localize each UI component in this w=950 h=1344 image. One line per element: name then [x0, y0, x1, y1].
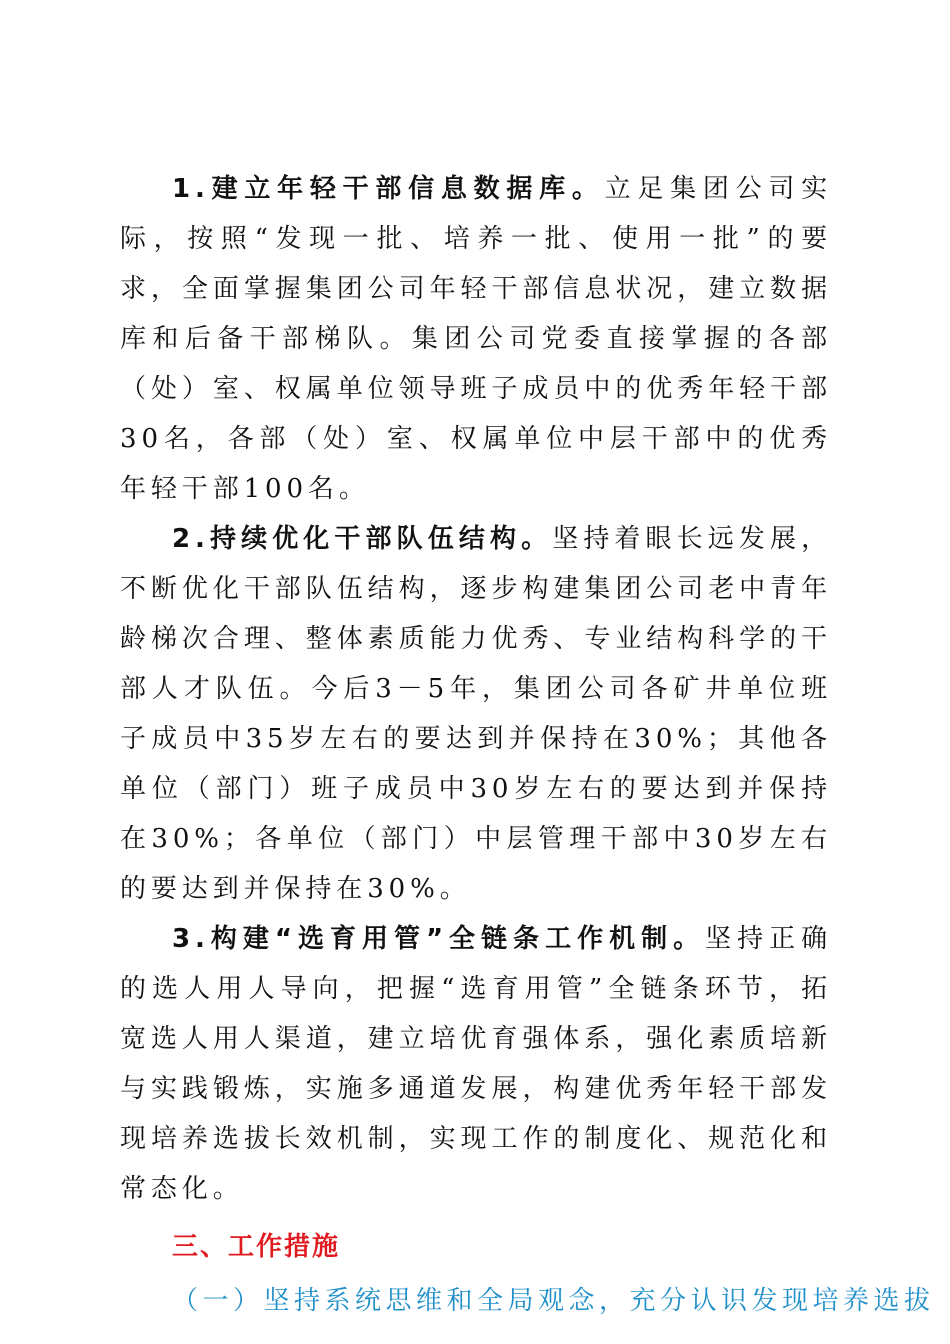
paragraph-2: [120, 514, 832, 914]
section-heading: 三、工作措施: [172, 1232, 341, 1262]
paragraph-3: [120, 914, 832, 1214]
paragraph-3-body: 坚持正确的选人用人导向，把握“选育用管”全链条环节，拓宽选人用人渠道，建立培优育强体系，强化素质培新与实践锻炼，实施多通道发展，构建优秀年轻干部发现培养选拔长效机制，实现工作的制度化、规范化和常态化。: [120, 924, 832, 1204]
paragraph-1: [120, 164, 832, 514]
paragraph-3-lead: 3.构建“选育用管”全链条工作机制。: [172, 924, 706, 954]
paragraph-2-body: 坚持着眼长远发展，不断优化干部队伍结构，逐步构建集团公司老中青年龄梯次合理、整体素质能力优秀、专业结构科学的干部人才队伍。今后3－5年，集团公司各矿井单位班子成员中35岁左右的要达到并保持在30%；其他各单位（部门）班子成员中30岁左右的要达到并保持在30%；各单位（部门）中层管理干部中30岁左右的要达到并保持在30%。: [120, 524, 832, 904]
sub-heading: （一）坚持系统思维和全局观念，充分认识发现培养选拔: [172, 1286, 935, 1316]
paragraph-1-lead: 1.建立年轻干部信息数据库。: [172, 174, 605, 204]
paragraph-2-lead: 2.持续优化干部队伍结构。: [172, 524, 553, 554]
paragraph-1-body: 立足集团公司实际，按照“发现一批、培养一批、使用一批”的要求，全面掌握集团公司年轻干部信息状况，建立数据库和后备干部梯队。集团公司党委直接掌握的各部（处）室、权属单位领导班子成员中的优秀年轻干部30名，各部（处）室、权属单位中层干部中的优秀年轻干部100名。: [120, 174, 832, 504]
document-page: [120, 164, 935, 1326]
